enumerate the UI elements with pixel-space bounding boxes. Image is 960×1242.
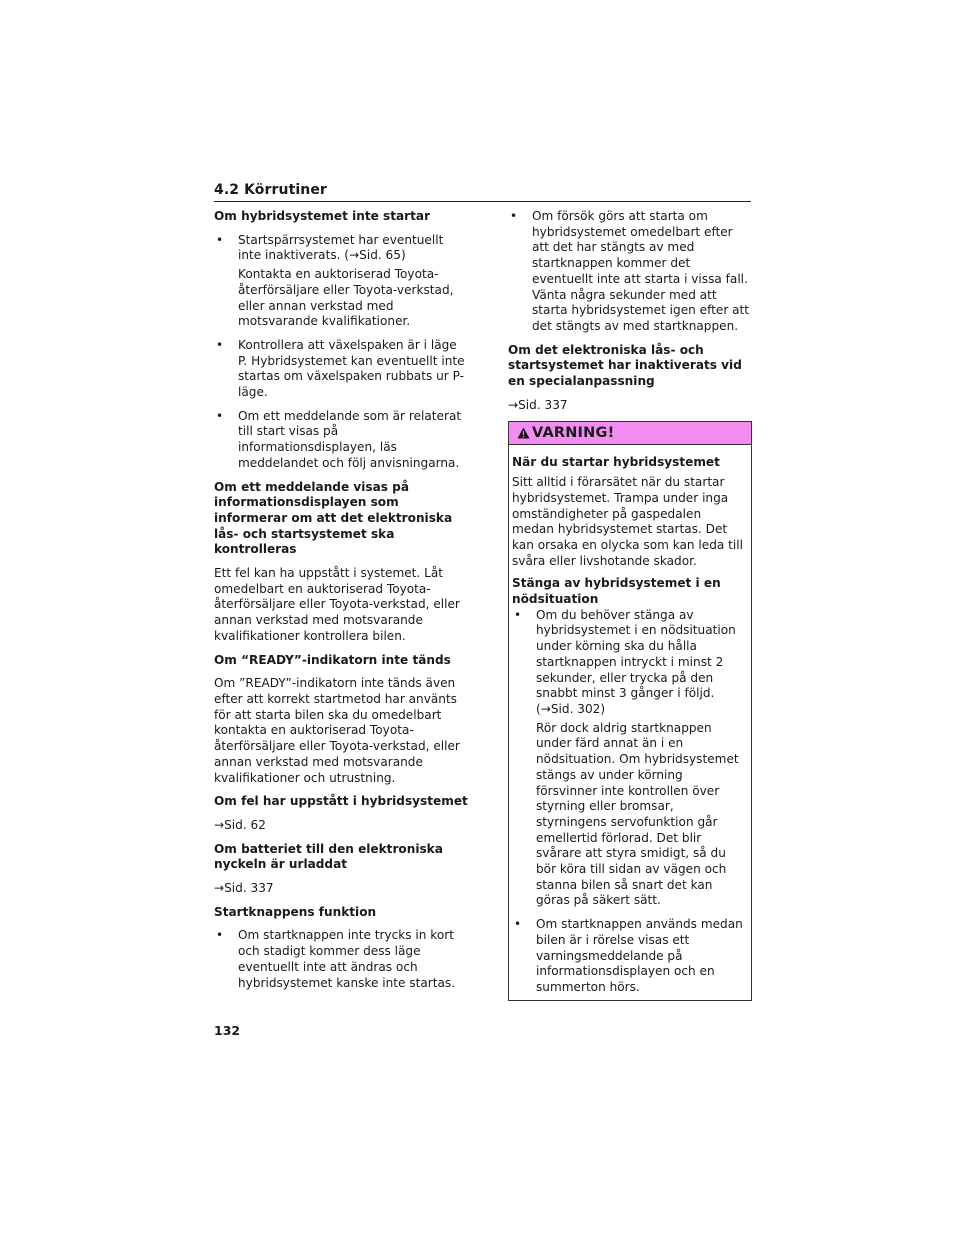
section-header — [214, 179, 751, 202]
warning-heading-emergency: Stänga av hybridsystemet i en nödsituation — [512, 576, 721, 607]
paragraph: Om ”READY”-indikatorn inte tänds även efter att korrekt startmetod har använts för att starta bilen ska du omedelbart kontakta en auktoriserad Toyota-återförsäljare eller Toyota-verkstad, eller annan verkstad med motsvarande kvalifikationer och utrustning. — [214, 676, 460, 785]
list-not-starting — [214, 233, 469, 472]
warning-list — [512, 608, 743, 996]
heading-key-battery: Om batteriet till den elektroniska nyckeln är urladdat — [214, 841, 443, 872]
heading-hybrid-fault: Om fel har uppstått i hybridsystemet — [214, 794, 468, 809]
list-item — [214, 233, 469, 330]
heading-hybrid-not-starting: Om hybridsystemet inte startar — [214, 209, 431, 223]
right-column — [508, 209, 752, 1001]
list-item — [512, 608, 743, 909]
list-item-text: • Startspärrsystemet har eventuellt inte inaktiverats. (→Sid. 65) — [238, 232, 444, 263]
warning-box — [508, 421, 752, 1000]
heading-ready-indicator: Om “READY”-indikatorn inte tänds — [214, 652, 451, 667]
page-reference-link[interactable]: →Sid. 337 — [508, 397, 568, 412]
list-item — [214, 928, 469, 991]
warning-title: VARNING! — [532, 424, 615, 441]
heading-system-deactivated: Om det elektroniska lås- och startsystemet har inaktiverats vid en specialanpassning — [508, 342, 742, 389]
heading-message-displayed: Om ett meddelande visas på informationsdisplayen som informerar om att det elektroniska lås- och startsystemet ska kontrolleras — [214, 479, 453, 557]
warning-header — [509, 422, 751, 445]
list-item-text: • Kontrollera att växelspaken är i läge P. Hybridsystemet kan eventuellt inte startas om växelspaken rubbats ur P-läge. — [238, 337, 465, 400]
list-restart — [508, 209, 752, 335]
list-item-text: • Om ett meddelande som är relaterat till start visas på informationsdisplayen, läs meddelandet och följ anvisningarna. — [238, 408, 462, 470]
list-item — [512, 917, 743, 996]
list-item — [214, 409, 469, 472]
page-number: 132 — [214, 1023, 241, 1038]
list-item-text: • Om du behöver stänga av hybridsystemet i en nödsituation under körning ska du hålla startknappen intryckt i minst 2 sekunder, eller trycka på den snabbt minst 3 gånger i följd. (→Sid. 302) — [536, 607, 736, 716]
list-item — [508, 209, 752, 335]
list-item-text: • Om startknappen används medan bilen är i rörelse visas ett varningsmeddelande på informationsdisplayen och en summerton hörs. — [536, 917, 743, 994]
list-item-text: • Om försök görs att starta om hybridsystemet omedelbart efter att det har stängts av med startknappen kommer det eventuellt inte att starta i vissa fall. Vänta några sekunder med att starta hybridsystemet igen efter att det stängts av med startknappen. — [532, 209, 750, 333]
list-item-text: Rör dock aldrig startknappen under färd annat än i en nödsituation. Om hybridsystemet stängs av under körning försvinner inte kontrollen över styrning eller bromsar, styrningens servofunktion går emellertid förlorad. Det blir svårare att styra smidigt, så du bör köra till sidan av vägen och stanna bilen så snart det kan göras på säkert sätt. — [536, 720, 739, 908]
page-reference-link[interactable]: →Sid. 337 — [214, 881, 274, 896]
paragraph: Ett fel kan ha uppstått i systemet. Låt omedelbart en auktoriserad Toyota-återförsäljare eller Toyota-verkstad, eller annan verkstad med motsvarande kvalifikationer kontrollera bilen. — [214, 566, 460, 643]
section-title: 4.2 Körrutiner — [214, 182, 327, 198]
warning-triangle-icon — [517, 427, 530, 439]
list-start-button — [214, 928, 469, 991]
warning-heading-starting: När du startar hybridsystemet — [512, 455, 720, 470]
heading-start-button-function: Startknappens funktion — [214, 904, 377, 919]
page-reference-link[interactable]: →Sid. 62 — [214, 817, 266, 832]
left-column — [214, 209, 469, 999]
list-item — [214, 338, 469, 401]
warning-paragraph: Sitt alltid i förarsätet när du startar hybridsystemet. Trampa under inga omständigheter på gaspedalen medan hybridsystemet startas. Det kan orsaka en olycka som kan leda till svåra eller livshotande skador. — [512, 475, 743, 568]
list-item-text: Kontakta en auktoriserad Toyota-återförsäljare eller Toyota-verkstad, eller annan verkstad med motsvarande kvalifikationer. — [238, 267, 454, 329]
warning-body — [509, 445, 751, 999]
list-item-text: • Om startknappen inte trycks in kort och stadigt kommer dess läge eventuellt inte att ändras och hybridsystemet kanske inte startas. — [238, 928, 456, 990]
